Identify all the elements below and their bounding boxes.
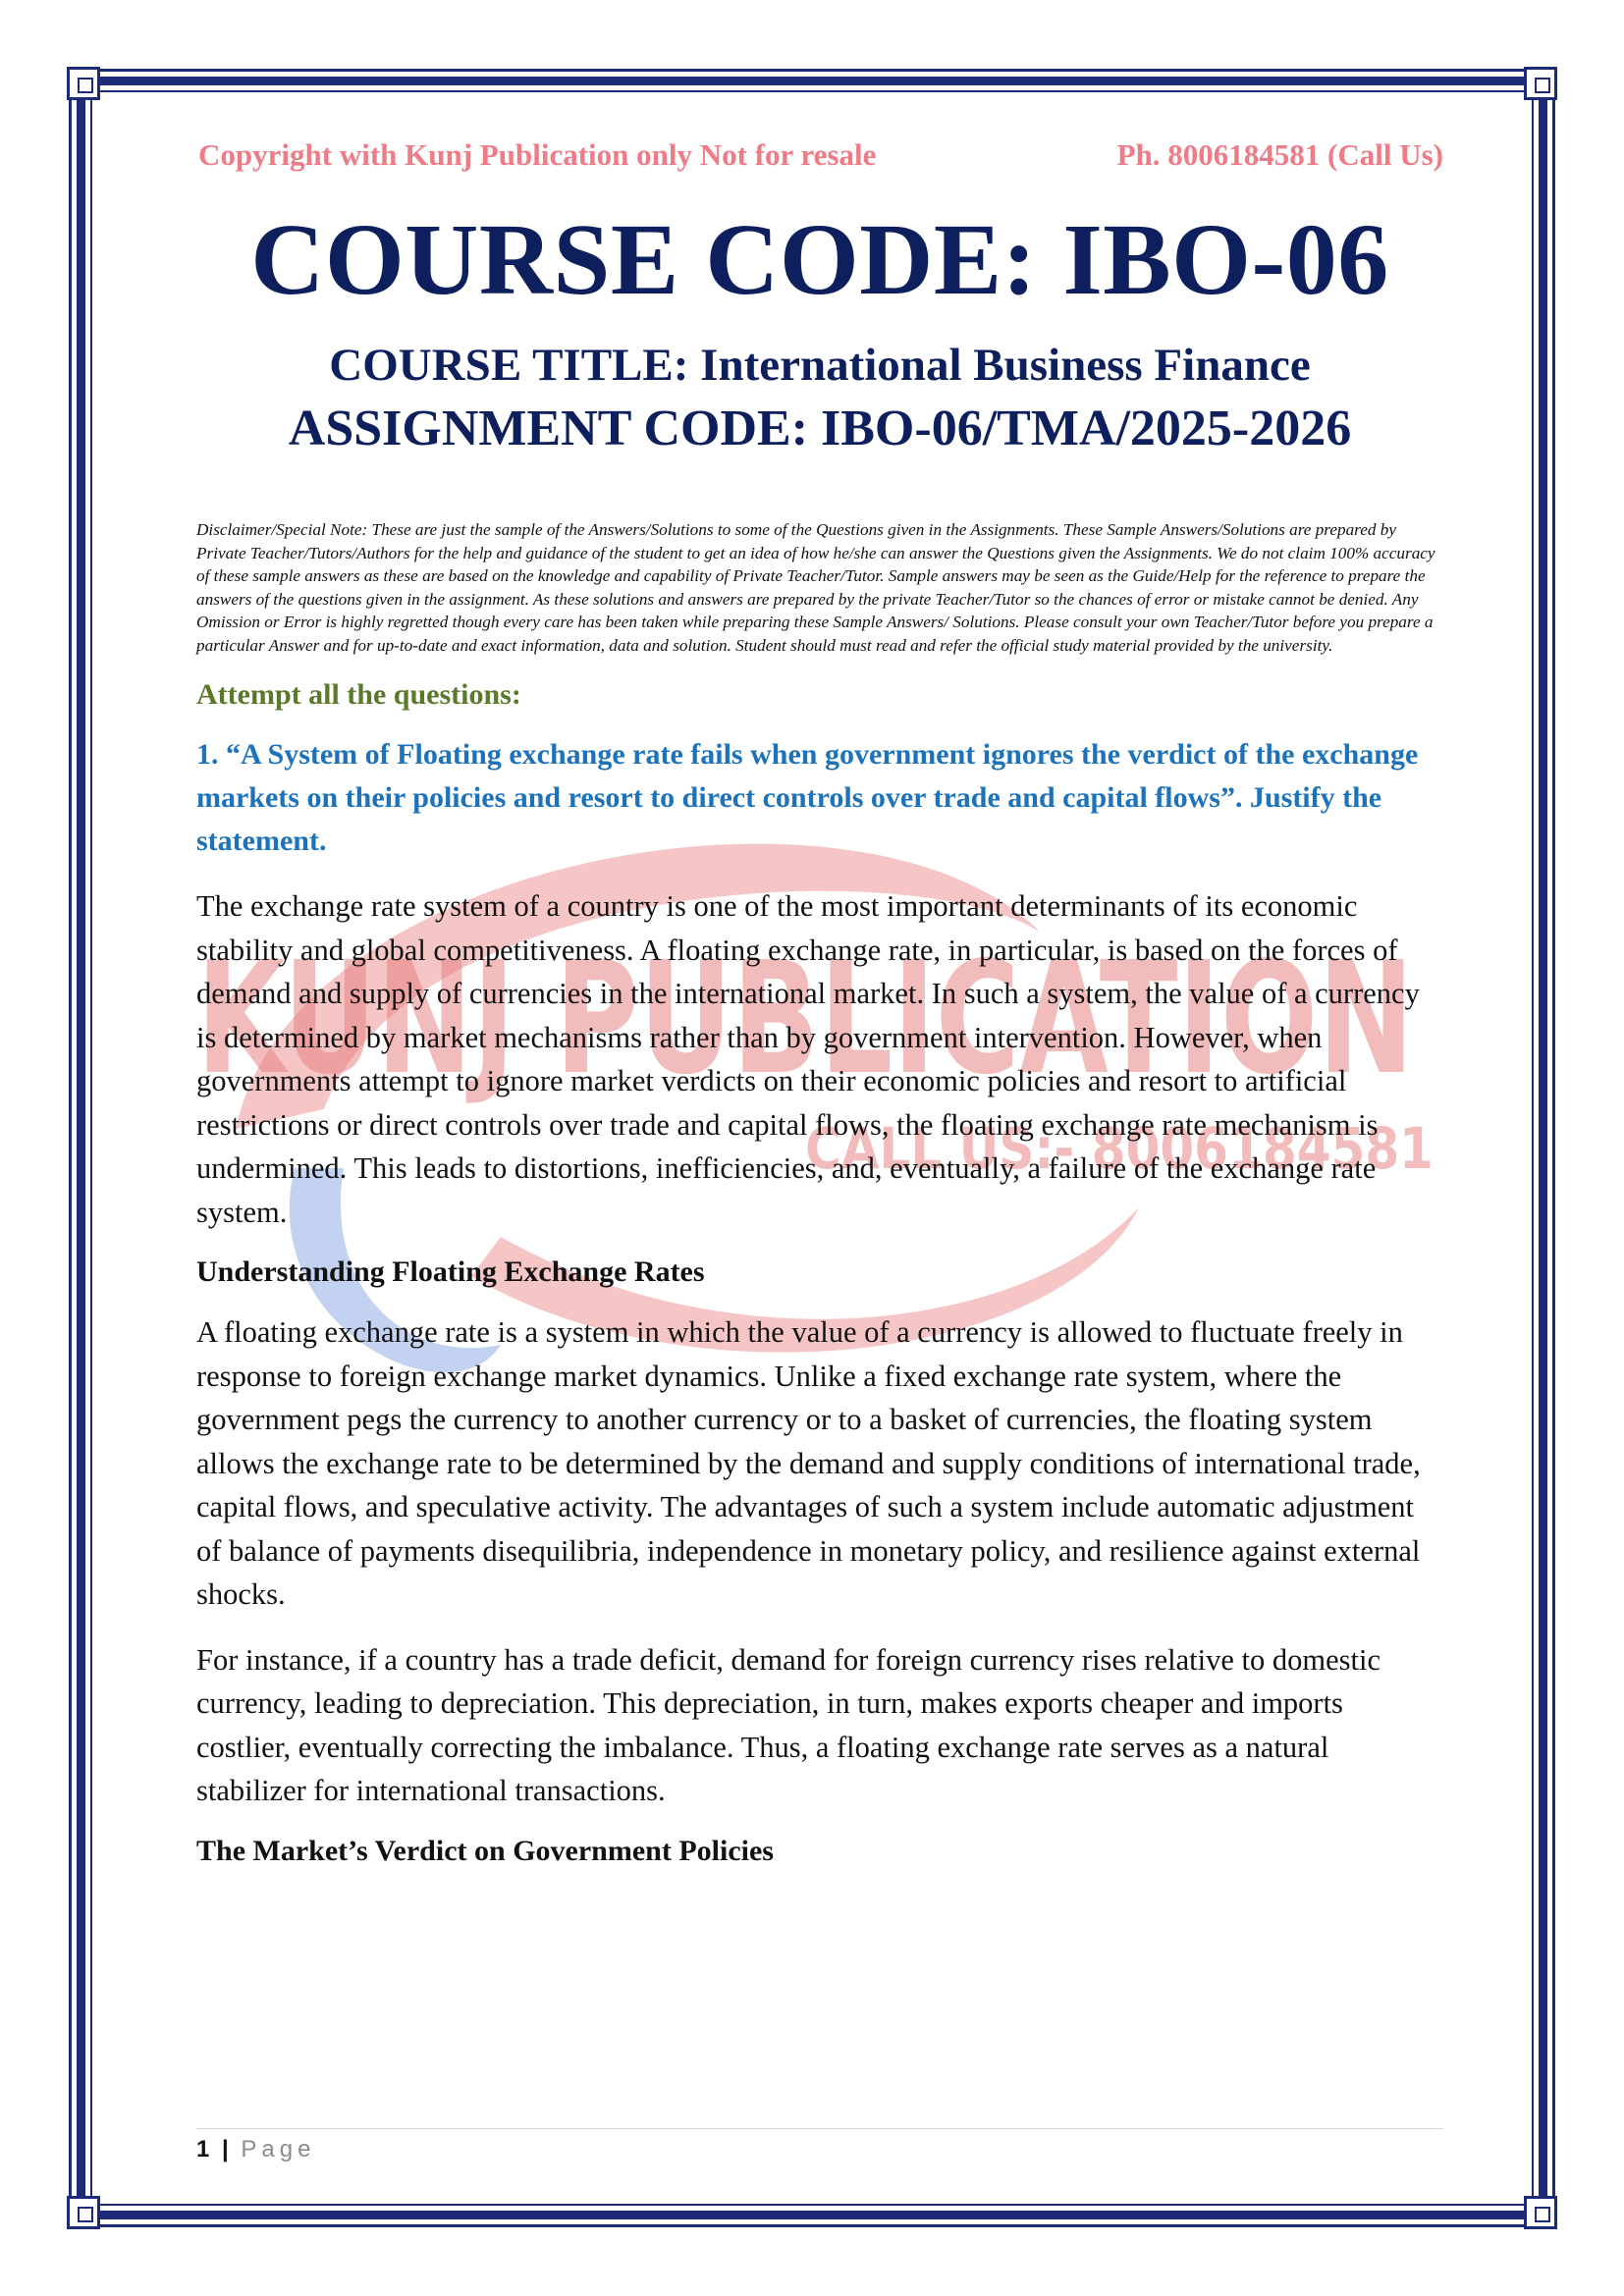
footer-divider (196, 2128, 1443, 2129)
corner-ornament-bottom-right (1524, 2196, 1557, 2229)
watermark-brand: KUNJ PUBLICATION (196, 929, 1414, 1109)
copyright-notice: Copyright with Kunj Publication only Not for resale (198, 137, 877, 172)
answer-paragraph-2: A floating exchange rate is a system in which the value of a currency is allowed to fluctuate freely in response to foreign exchange market dynamics. Unlike a fixed exchange rate system, where the government pegs the currency to another currency or to a basket of currencies, the floating system allows the exchange rate to be determined by the demand and supply conditions of international trade, capital flows, and speculative activity. The advantages of such a system include automatic adjustment of balance of payments disequilibria, independence in monetary policy, and resilience against external shocks. (196, 1315, 1421, 1612)
corner-ornament-bottom-left (67, 2196, 100, 2229)
question-1: 1. “A System of Floating exchange rate fails when government ignores the verdict of the exchange markets on their policies and resort to direct controls over trade and capital flows”. Justify the statement. (196, 738, 1419, 858)
page-content (196, 137, 1443, 1868)
assignment-code: ASSIGNMENT CODE: IBO-06/TMA/2025-2026 (288, 400, 1352, 457)
page-footer (196, 2136, 315, 2163)
section-heading-market-verdict: The Market’s Verdict on Government Policies (196, 1834, 774, 1867)
answer-paragraph-1: The exchange rate system of a country is one of the most important determinants of its economic stability and global competitiveness. A floating exchange rate, in particular, is based on the forces of demand and supply of currencies in the international market. In such a system, the value of a currency is determined by market mechanisms rather than by government intervention. However, when governments attempt to ignore market verdicts on their economic policies and resort to artificial restrictions or direct controls over trade and capital flows, the floating exchange rate mechanism is undermined. This leads to distortions, inefficiencies, and, eventually, a failure of the exchange rate system. (196, 889, 1420, 1229)
page-number: 1 (196, 2136, 210, 2163)
corner-ornament-top-left (67, 67, 100, 100)
course-code-title: COURSE CODE: IBO-06 (250, 203, 1389, 316)
instructions-heading: Attempt all the questions: (196, 678, 521, 712)
page-separator: | (222, 2136, 229, 2163)
course-title: COURSE TITLE: International Business Finance (329, 340, 1311, 392)
answer-paragraph-3: For instance, if a country has a trade deficit, demand for foreign currency rises relative to domestic currency, leading to depreciation. This depreciation, in turn, makes exports cheaper and imports costlier, eventually correcting the imbalance. Thus, a floating exchange rate serves as a natural stabilizer for international transactions. (196, 1642, 1380, 1808)
corner-ornament-top-right (1524, 67, 1557, 100)
copyright-header (196, 137, 1443, 173)
disclaimer-note: Disclaimer/Special Note: These are just the sample of the Answers/Solutions to some of the Questions given in the Assignments. These Sample Answers/Solutions are prepared by Private Teacher/Tutors/Authors for the help and guidance of the student to get an idea of how he/she can answer the Questions given the Assignments. We do not claim 100% accuracy of these sample answers as these are based on the knowledge and capability of Private Teacher/Tutor. Sample answers may be seen as the Guide/Help for the reference to prepare the answers of the questions given in the assignment. As these solutions and answers are prepared by the private Teacher/Tutor so the chances of error or mistake cannot be denied. Any Omission or Error is highly regretted though every care has been taken while preparing these Sample Answers/ Solutions. Please consult your own Teacher/Tutor before you prepare a particular Answer and for up-to-date and exact information, data and solution. Student should must read and refer the official study material provided by the university. (196, 520, 1435, 655)
page-label: Page (241, 2136, 316, 2163)
section-heading-floating-rates: Understanding Floating Exchange Rates (196, 1255, 705, 1289)
contact-phone: Ph. 8006184581 (Call Us) (1116, 137, 1443, 172)
watermark-phone: CALL US:- 8006184581 (805, 1115, 1434, 1182)
